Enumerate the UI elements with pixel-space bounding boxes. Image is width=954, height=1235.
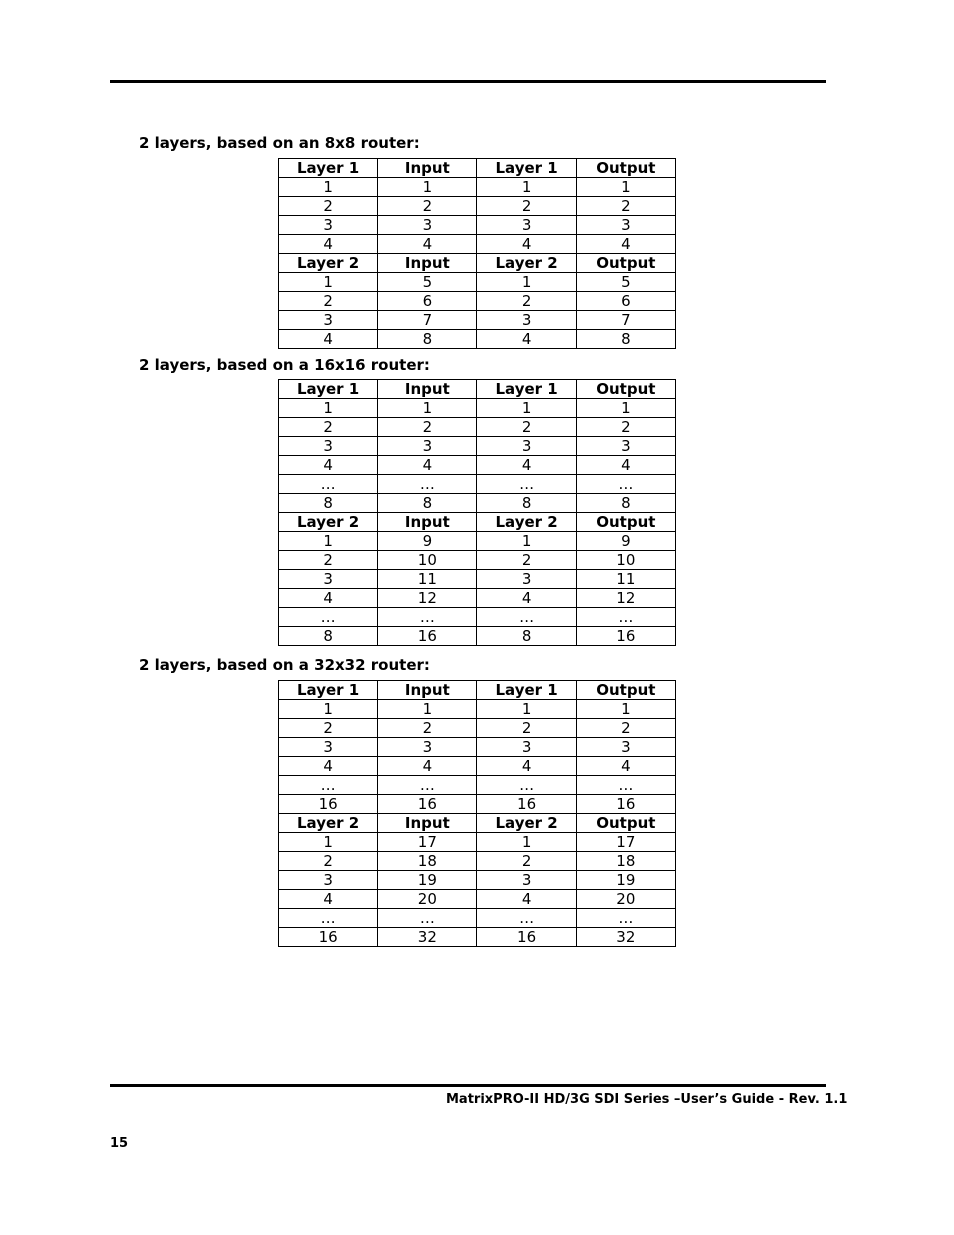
table-cell: 20 <box>576 890 675 909</box>
table-cell: 8 <box>477 494 576 513</box>
table-row <box>279 551 676 570</box>
table-cell: 4 <box>378 456 477 475</box>
column-header-cell: Layer 2 <box>477 814 576 833</box>
column-header-cell: Input <box>378 814 477 833</box>
table-cell: 2 <box>477 551 576 570</box>
table-cell: 1 <box>477 532 576 551</box>
table-cell: 4 <box>477 890 576 909</box>
table-cell: 3 <box>279 437 378 456</box>
table-row <box>279 928 676 947</box>
column-header-cell: Input <box>378 159 477 178</box>
table-cell: 1 <box>477 399 576 418</box>
table-row <box>279 437 676 456</box>
table-cell: 1 <box>477 273 576 292</box>
table-cell: … <box>378 608 477 627</box>
table-row <box>279 475 676 494</box>
column-header-cell: Layer 2 <box>477 254 576 273</box>
column-header-cell: Layer 2 <box>279 254 378 273</box>
column-header-cell: Layer 1 <box>279 681 378 700</box>
table-row <box>279 719 676 738</box>
table-cell: 4 <box>576 456 675 475</box>
table-cell: 16 <box>576 627 675 646</box>
table-cell: 4 <box>477 757 576 776</box>
table-cell: 2 <box>378 719 477 738</box>
table-cell: 4 <box>378 235 477 254</box>
table-cell: 1 <box>279 178 378 197</box>
table-cell: 8 <box>378 494 477 513</box>
table-cell: … <box>279 475 378 494</box>
table-cell: 3 <box>279 216 378 235</box>
table-cell: 1 <box>279 833 378 852</box>
table-cell: 1 <box>279 700 378 719</box>
table-cell: 8 <box>279 494 378 513</box>
table-cell: 6 <box>378 292 477 311</box>
table-cell: 16 <box>279 795 378 814</box>
table-cell: 3 <box>477 216 576 235</box>
table-row <box>279 418 676 437</box>
table-cell: … <box>576 608 675 627</box>
table-cell: 5 <box>378 273 477 292</box>
table-cell: 4 <box>576 757 675 776</box>
table-cell: 3 <box>378 738 477 757</box>
table-cell: 8 <box>378 330 477 349</box>
table-row <box>279 311 676 330</box>
table-cell: … <box>378 475 477 494</box>
table-cell: 3 <box>477 871 576 890</box>
table-row <box>279 627 676 646</box>
table-row <box>279 330 676 349</box>
page-number: 15 <box>110 1136 129 1151</box>
table-cell: 2 <box>576 719 675 738</box>
table-cell: 11 <box>378 570 477 589</box>
table-row <box>279 738 676 757</box>
table-cell: 2 <box>477 418 576 437</box>
table-cell: 8 <box>576 330 675 349</box>
column-header-cell: Output <box>576 254 675 273</box>
table-row <box>279 833 676 852</box>
table-cell: 16 <box>576 795 675 814</box>
table-cell: 16 <box>279 928 378 947</box>
column-header-cell: Layer 1 <box>477 380 576 399</box>
table-cell: … <box>279 909 378 928</box>
table-cell: 4 <box>279 757 378 776</box>
table-cell: … <box>279 608 378 627</box>
table-cell: 3 <box>477 738 576 757</box>
table-cell: … <box>378 776 477 795</box>
routing-table-16x16 <box>278 379 676 646</box>
table-cell: … <box>576 475 675 494</box>
table-cell: 8 <box>477 627 576 646</box>
table-cell: … <box>477 608 576 627</box>
table-cell: 2 <box>378 418 477 437</box>
table-cell: 12 <box>378 589 477 608</box>
table-cell: … <box>477 475 576 494</box>
table-cell: 1 <box>576 399 675 418</box>
table-row <box>279 273 676 292</box>
table-cell: … <box>378 909 477 928</box>
column-header-cell: Layer 1 <box>279 159 378 178</box>
table-cell: 1 <box>477 833 576 852</box>
table-cell: 2 <box>477 292 576 311</box>
table-cell: 4 <box>477 330 576 349</box>
table-row <box>279 532 676 551</box>
table-cell: 3 <box>477 311 576 330</box>
table-cell: … <box>477 909 576 928</box>
table-cell: 4 <box>279 456 378 475</box>
table-cell: 1 <box>378 399 477 418</box>
section-heading-32x32: 2 layers, based on a 32x32 router: <box>139 656 430 674</box>
table-cell: 12 <box>576 589 675 608</box>
table-cell: 2 <box>576 418 675 437</box>
table-cell: 1 <box>576 178 675 197</box>
column-header-cell: Input <box>378 681 477 700</box>
table-cell: 3 <box>576 437 675 456</box>
table-cell: 3 <box>279 311 378 330</box>
table-cell: 4 <box>279 235 378 254</box>
table-cell: 32 <box>378 928 477 947</box>
column-header-cell: Layer 2 <box>477 513 576 532</box>
column-header-cell: Output <box>576 380 675 399</box>
column-header-cell: Input <box>378 513 477 532</box>
table-cell: 3 <box>279 738 378 757</box>
column-header-cell: Input <box>378 380 477 399</box>
table-cell: 2 <box>279 551 378 570</box>
table-cell: 16 <box>378 795 477 814</box>
table-cell: 4 <box>576 235 675 254</box>
column-header-cell: Layer 1 <box>279 380 378 399</box>
table-cell: 1 <box>279 532 378 551</box>
table-cell: 10 <box>576 551 675 570</box>
table-cell: 7 <box>378 311 477 330</box>
header-rule <box>110 80 826 83</box>
table-row <box>279 494 676 513</box>
table-cell: 2 <box>279 197 378 216</box>
table-cell: 19 <box>576 871 675 890</box>
table-row <box>279 589 676 608</box>
column-header-cell: Layer 1 <box>477 159 576 178</box>
table-cell: … <box>576 909 675 928</box>
table-cell: 32 <box>576 928 675 947</box>
table-cell: 10 <box>378 551 477 570</box>
table-row <box>279 570 676 589</box>
table-cell: 3 <box>378 216 477 235</box>
column-header-cell: Input <box>378 254 477 273</box>
table-row <box>279 292 676 311</box>
table-header-row <box>279 254 676 273</box>
table-cell: 2 <box>279 418 378 437</box>
table-cell: 1 <box>279 399 378 418</box>
table-cell: 5 <box>576 273 675 292</box>
table-cell: 18 <box>576 852 675 871</box>
table-cell: 4 <box>477 589 576 608</box>
section-heading-16x16: 2 layers, based on a 16x16 router: <box>139 356 430 374</box>
column-header-cell: Output <box>576 681 675 700</box>
table-header-row <box>279 814 676 833</box>
table-row <box>279 795 676 814</box>
table-cell: 2 <box>477 852 576 871</box>
table-row <box>279 178 676 197</box>
table-row <box>279 608 676 627</box>
table-row <box>279 197 676 216</box>
table-cell: 2 <box>378 197 477 216</box>
table-cell: 17 <box>378 833 477 852</box>
table-cell: 6 <box>576 292 675 311</box>
table-cell: 11 <box>576 570 675 589</box>
table-cell: 8 <box>279 627 378 646</box>
table-cell: 3 <box>576 216 675 235</box>
table-cell: 4 <box>378 757 477 776</box>
table-cell: 18 <box>378 852 477 871</box>
table-cell: 16 <box>477 795 576 814</box>
table-cell: 1 <box>279 273 378 292</box>
table-cell: 1 <box>477 700 576 719</box>
table-row <box>279 216 676 235</box>
table-cell: 2 <box>279 852 378 871</box>
table-cell: 4 <box>477 235 576 254</box>
table-cell: … <box>576 776 675 795</box>
table-cell: 17 <box>576 833 675 852</box>
table-row <box>279 700 676 719</box>
table-cell: 16 <box>477 928 576 947</box>
table-cell: 2 <box>576 197 675 216</box>
table-cell: 19 <box>378 871 477 890</box>
table-cell: … <box>279 776 378 795</box>
table-cell: 3 <box>378 437 477 456</box>
footer-rule <box>110 1084 826 1087</box>
table-cell: 4 <box>279 330 378 349</box>
table-cell: 3 <box>279 871 378 890</box>
routing-table-8x8 <box>278 158 676 349</box>
table-row <box>279 776 676 795</box>
footer-document-title: MatrixPRO-II HD/3G SDI Series –User’s Guide - Rev. 1.1 <box>446 1092 848 1107</box>
column-header-cell: Output <box>576 159 675 178</box>
section-heading-8x8: 2 layers, based on an 8x8 router: <box>139 134 420 152</box>
table-cell: 3 <box>576 738 675 757</box>
table-cell: 4 <box>279 589 378 608</box>
table-cell: 2 <box>477 197 576 216</box>
table-row <box>279 399 676 418</box>
table-cell: 1 <box>477 178 576 197</box>
table-cell: 1 <box>378 178 477 197</box>
routing-table-32x32 <box>278 680 676 947</box>
table-cell: 3 <box>279 570 378 589</box>
table-cell: 4 <box>279 890 378 909</box>
table-cell: 2 <box>279 292 378 311</box>
table-cell: 2 <box>279 719 378 738</box>
column-header-cell: Output <box>576 513 675 532</box>
table-cell: 8 <box>576 494 675 513</box>
table-row <box>279 890 676 909</box>
column-header-cell: Output <box>576 814 675 833</box>
table-header-row <box>279 380 676 399</box>
table-cell: 20 <box>378 890 477 909</box>
table-cell: 9 <box>576 532 675 551</box>
table-cell: 2 <box>477 719 576 738</box>
table-row <box>279 757 676 776</box>
column-header-cell: Layer 2 <box>279 814 378 833</box>
table-cell: 9 <box>378 532 477 551</box>
table-row <box>279 871 676 890</box>
table-header-row <box>279 681 676 700</box>
column-header-cell: Layer 2 <box>279 513 378 532</box>
table-row <box>279 852 676 871</box>
table-cell: … <box>477 776 576 795</box>
table-row <box>279 456 676 475</box>
table-cell: 1 <box>378 700 477 719</box>
table-cell: 7 <box>576 311 675 330</box>
table-row <box>279 235 676 254</box>
column-header-cell: Layer 1 <box>477 681 576 700</box>
table-header-row <box>279 159 676 178</box>
table-header-row <box>279 513 676 532</box>
table-row <box>279 909 676 928</box>
table-cell: 3 <box>477 570 576 589</box>
table-cell: 1 <box>576 700 675 719</box>
table-cell: 3 <box>477 437 576 456</box>
table-cell: 16 <box>378 627 477 646</box>
table-cell: 4 <box>477 456 576 475</box>
